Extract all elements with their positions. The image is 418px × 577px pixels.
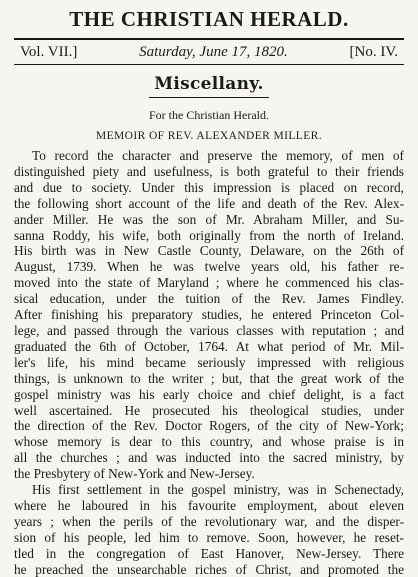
article-body — [10, 148, 408, 577]
body-line: years ; when the perils of the revolutionary war, and the disper- — [14, 513, 404, 529]
body-line: well ascertained. He prosecuted his theological studies, under — [14, 402, 404, 418]
issue-date: Saturday, June 17, 1820. — [139, 44, 288, 60]
body-line: the direction of the Rev. Doctor Rogers, of the city of New-York; — [14, 418, 404, 434]
body-line: To record the character and preserve the memory, of men of — [32, 148, 404, 163]
body-line: moved into the state of Maryland ; where he commenced his clas- — [14, 275, 404, 291]
section-title: Miscellany. — [154, 74, 264, 94]
section-rule — [149, 97, 269, 98]
body-line: and due to society. Under this impression is placed on record, — [14, 179, 404, 195]
byline: For the Christian Herald. — [149, 108, 269, 122]
body-line: tled in the congregation of East Hanover, New-Jersey. There — [14, 545, 404, 561]
body-line: His first settlement in the gospel ministry, was in Schenectady, — [32, 482, 404, 498]
body-line: the following short account of the life and death of the Rev. Alex- — [14, 195, 404, 211]
body-line: graduated the 6th of October, 1764. At what period of Mr. Mil- — [14, 338, 404, 354]
body-line: sical education, under the tuition of the Rev. James Findley. — [14, 291, 404, 307]
body-line: distinguished piety and usefulness, is both grateful to their friends — [14, 163, 404, 179]
body-line: sion of his people, led him to remove. Soon, however, he reset- — [14, 529, 404, 545]
body-line: ler's life, his mind became seriously impressed with religious — [14, 354, 404, 370]
body-line: he preached the unsearchable riches of Christ, and promoted the — [14, 561, 404, 577]
body-line: His birth was in New Castle County, Delaware, on the 26th of — [14, 243, 404, 259]
body-line: ander Miller. He was the son of Mr. Abraham Miller, and Su- — [14, 211, 404, 227]
dateline — [10, 40, 408, 62]
body-line: things, is unknown to the writer ; but, that the great work of the — [14, 370, 404, 386]
body-line: sanna Roddy, his wife, both originally from the north of Ireland. — [14, 227, 404, 243]
body-line: After finishing his preparatory studies, he entered Princeton Col- — [14, 307, 404, 323]
body-line: whose memory is dear to this country, and whose praise is in — [14, 434, 404, 450]
article-title: MEMOIR OF REV. ALEXANDER MILLER. — [96, 130, 322, 142]
body-line: all the churches ; and was inducted into the sacred ministry, by — [14, 450, 404, 466]
issue-number: [No. IV. — [349, 44, 398, 60]
masthead-title: THE CHRISTIAN HERALD. — [69, 7, 349, 31]
body-line: lege, and passed through the various classes with reputation ; and — [14, 322, 404, 338]
body-line: gospel ministry was his early choice and chief delight, is a fact — [14, 386, 404, 402]
body-line: the Presbytery of New-York and New-Jersey. — [14, 466, 255, 482]
body-line: August, 1739. When he was twelve years old, his father re- — [14, 259, 404, 275]
body-line: where he laboured in his favourite employment, about eleven — [14, 497, 404, 513]
dateline-rule — [14, 64, 404, 65]
volume-label: Vol. VII.] — [20, 44, 78, 60]
